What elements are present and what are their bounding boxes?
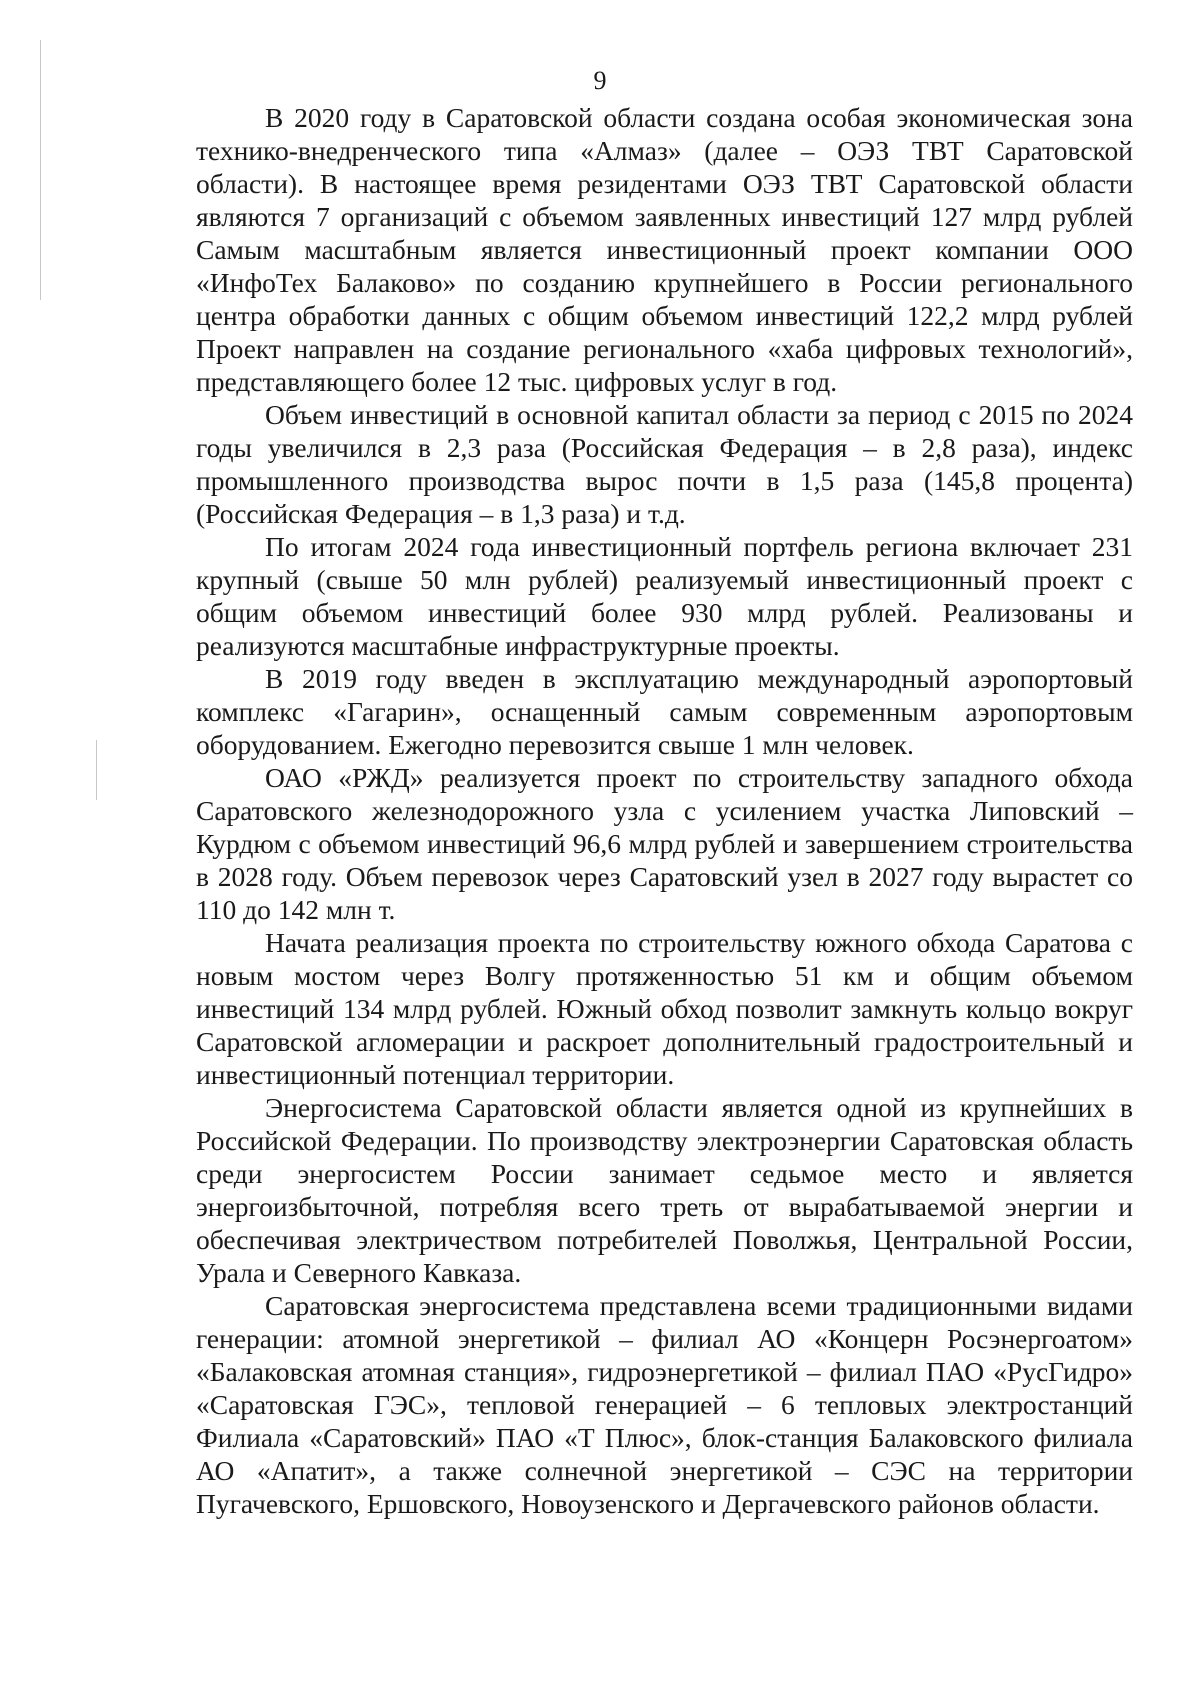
- paragraph-oez-almaz: В 2020 году в Саратовской области создана особая экономическая зона технико-внедренческого типа «Алмаз» (далее – ОЭЗ ТВТ Саратовской области). В настоящее время резидентами ОЭЗ ТВТ Саратовской области являются 7 организаций с объемом заявленных инвестиций 127 млрд рублей Самым масштабным является инвестиционный проект компании ООО «ИнфоТех Балаково» по созданию крупнейшего в России регионального центра обработки данных с общим объемом инвестиций 122,2 млрд рублей Проект направлен на создание регионального «хаба цифровых технологий», представляющего более 12 тыс. цифровых услуг в год.: [196, 102, 1133, 397]
- paragraph-airport-gagarin: В 2019 году введен в эксплуатацию международный аэропортовый комплекс «Гагарин», оснащенный самым современным аэропортовым оборудованием. Ежегодно перевозится свыше 1 млн человек.: [196, 663, 1133, 760]
- paragraph-investment-portfolio: По итогам 2024 года инвестиционный портфель региона включает 231 крупный (свыше 50 млн рублей) реализуемый инвестиционный проект с общим объемом инвестиций более 930 млрд рублей. Реализованы и реализуются масштабные инфраструктурные проекты.: [196, 531, 1133, 661]
- document-body: [196, 101, 1133, 1520]
- paragraph-investment-growth: Объем инвестиций в основной капитал области за период с 2015 по 2024 годы увеличился в 2,3 раза (Российская Федерация – в 2,8 раза), индекс промышленного производства вырос почти в 1,5 раза (145,8 процента) (Российская Федерация – в 1,3 раза) и т.д.: [196, 399, 1133, 529]
- paragraph-energy-system: Энергосистема Саратовской области является одной из крупнейших в Российской Федерации. По производству электроэнергии Саратовская область среди энергосистем России занимает седьмое место и является энергоизбыточной, потребляя всего треть от вырабатываемой энергии и обеспечивая электричеством потребителей Поволжья, Центральной России, Урала и Северного Кавказа.: [196, 1092, 1133, 1288]
- paragraph-energy-generation: Саратовская энергосистема представлена всеми традиционными видами генерации: атомной энергетикой – филиал АО «Концерн Росэнергоатом» «Балаковская атомная станция», гидроэнергетикой – филиал ПАО «РусГидро» «Саратовская ГЭС», тепловой генерацией – 6 тепловых электростанций Филиала «Саратовский» ПАО «Т Плюс», блок-станция Балаковского филиала АО «Апатит», а также солнечной энергетикой – СЭС на территории Пугачевского, Ершовского, Новоузенского и Дергачевского районов области.: [196, 1290, 1133, 1519]
- scan-edge-mark: [96, 740, 97, 800]
- paragraph-railway-bypass: ОАО «РЖД» реализуется проект по строительству западного обхода Саратовского железнодорожного узла с усилением участка Липовский – Курдюм с объемом инвестиций 96,6 млрд рублей и завершением строительства в 2028 году. Объем перевозок через Саратовский узел в 2027 году вырастет со 110 до 142 млн т.: [196, 762, 1133, 925]
- paragraph-southern-bypass: Начата реализация проекта по строительству южного обхода Саратова с новым мостом через Волгу протяженностью 51 км и общим объемом инвестиций 134 млрд рублей. Южный обход позволит замкнуть кольцо вокруг Саратовской агломерации и раскроет дополнительный градостроительный и инвестиционный потенциал территории.: [196, 927, 1133, 1090]
- page-number: 9: [593, 66, 607, 95]
